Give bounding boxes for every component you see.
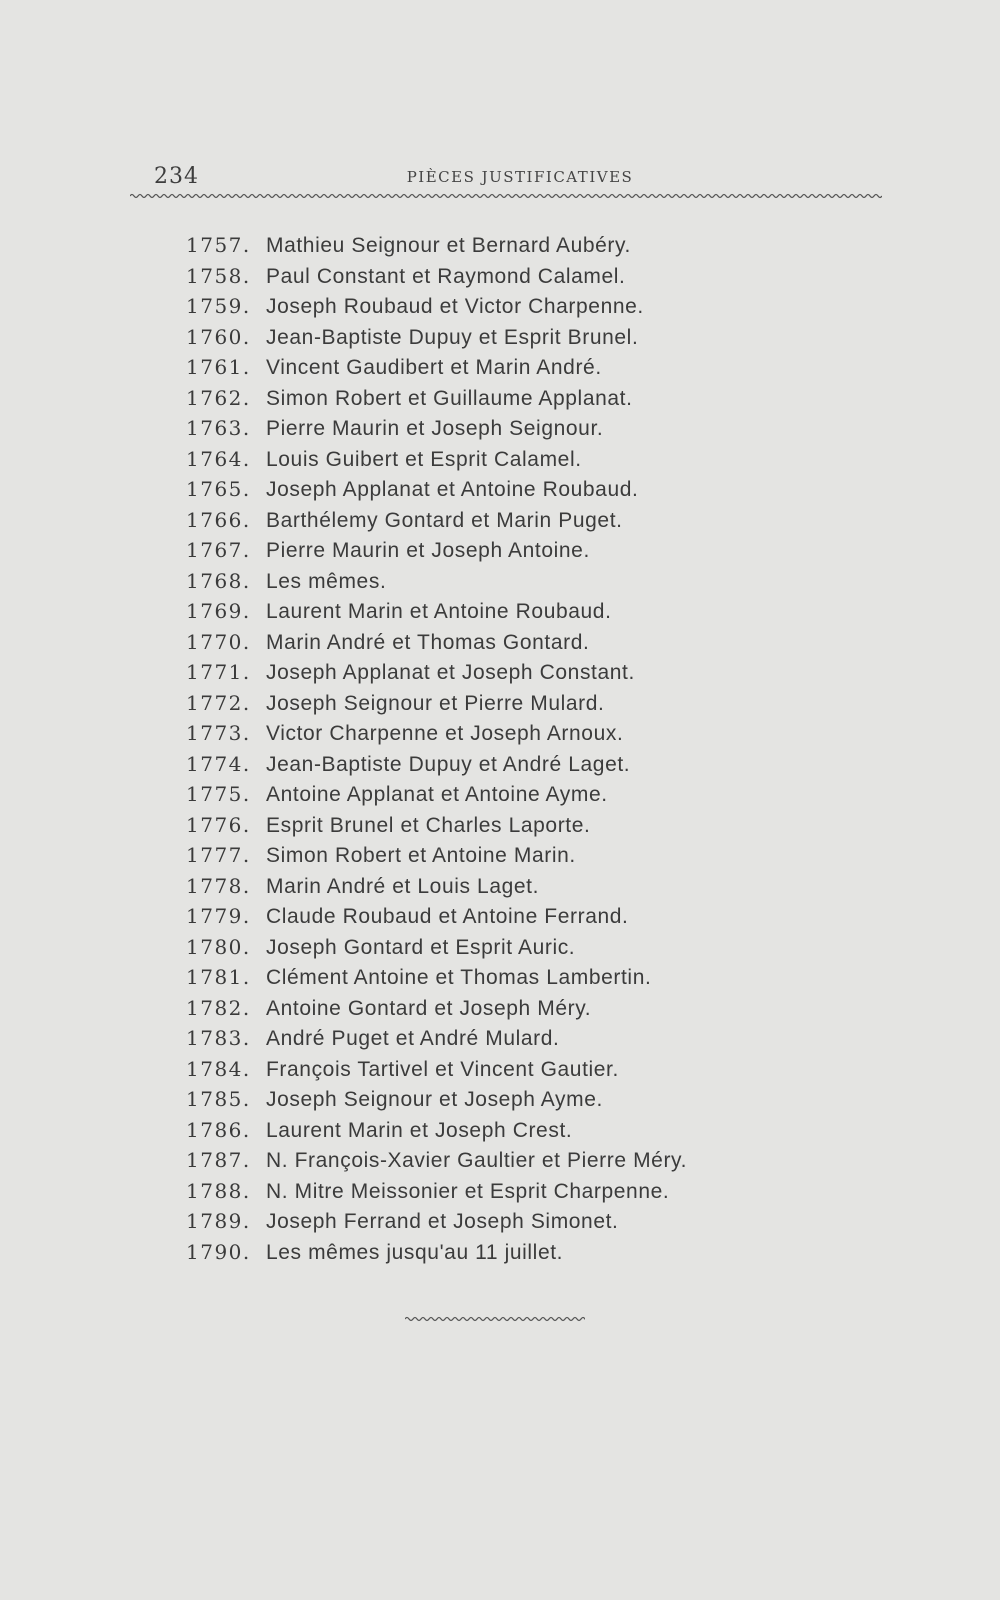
entry-year: 1775. <box>186 782 251 806</box>
entry-names: Mathieu Seignour et Bernard Aubéry. <box>266 234 631 257</box>
entry-year: 1760. <box>186 324 251 349</box>
entry-names: Antoine Gontard et Joseph Méry. <box>266 996 592 1020</box>
list-item <box>186 538 746 569</box>
list-item <box>186 630 746 661</box>
entry-names: Jean-Baptiste Dupuy et Esprit Brunel. <box>266 325 639 349</box>
entry-year: 1789. <box>186 1209 251 1233</box>
entry-names: Barthélemy Gontard et Marin Puget. <box>266 508 623 532</box>
entry-year: 1776. <box>186 812 251 837</box>
list-item <box>186 569 746 600</box>
list-item <box>186 264 746 295</box>
entry-names: Joseph Seignour et Joseph Ayme. <box>266 1088 603 1111</box>
entry-names: Pierre Maurin et Joseph Antoine. <box>266 539 590 562</box>
entry-year: 1759. <box>186 294 251 318</box>
entry-names: Joseph Applanat et Joseph Constant. <box>266 661 635 684</box>
entry-names: Joseph Ferrand et Joseph Simonet. <box>266 1210 619 1233</box>
list-item <box>186 386 746 417</box>
entry-year: 1762. <box>186 385 251 410</box>
list-item <box>186 874 746 905</box>
entry-year: 1788. <box>186 1178 251 1203</box>
entry-year: 1781. <box>186 965 251 989</box>
entry-names: Joseph Seignour et Pierre Mulard. <box>266 691 605 715</box>
entry-year: 1786. <box>186 1117 251 1142</box>
entry-year: 1783. <box>186 1026 251 1050</box>
entry-names: Clément Antoine et Thomas Lambertin. <box>266 966 652 989</box>
end-wavy-rule <box>405 1315 585 1323</box>
entry-names: Antoine Applanat et Antoine Ayme. <box>266 783 608 806</box>
entry-year: 1782. <box>186 995 251 1020</box>
list-item <box>186 477 746 508</box>
entry-year: 1773. <box>186 721 251 745</box>
entry-year: 1761. <box>186 355 251 379</box>
list-item <box>186 416 746 447</box>
entry-names: Louis Guibert et Esprit Calamel. <box>266 447 582 471</box>
list-item <box>186 1209 746 1240</box>
list-item <box>186 233 746 264</box>
entry-names: Laurent Marin et Antoine Roubaud. <box>266 600 612 623</box>
entry-year: 1766. <box>186 507 251 532</box>
entry-names: André Puget et André Mulard. <box>266 1027 560 1050</box>
running-head: PIÈCES JUSTIFICATIVES <box>406 168 634 186</box>
entry-names: Simon Robert et Antoine Marin. <box>266 844 576 867</box>
list-item <box>186 752 746 783</box>
entry-year: 1763. <box>186 416 251 440</box>
entry-year: 1757. <box>186 233 251 257</box>
entry-year: 1778. <box>186 873 251 898</box>
entry-year: 1764. <box>186 446 251 471</box>
entry-year: 1771. <box>186 660 251 684</box>
list-item <box>186 721 746 752</box>
entry-year: 1769. <box>186 599 251 623</box>
list-item <box>186 843 746 874</box>
entry-year: 1774. <box>186 751 251 776</box>
entry-year: 1787. <box>186 1148 251 1172</box>
list-item <box>186 782 746 813</box>
entry-names: Les mêmes jusqu'au 11 juillet. <box>266 1240 564 1264</box>
entry-year: 1772. <box>186 690 251 715</box>
list-item <box>186 1087 746 1118</box>
list-item <box>186 965 746 996</box>
list-item <box>186 508 746 539</box>
entry-year: 1790. <box>186 1239 251 1264</box>
header-wavy-rule <box>130 192 882 200</box>
entry-names: N. Mitre Meissonier et Esprit Charpenne. <box>266 1179 670 1203</box>
entry-names: Les mêmes. <box>266 569 387 593</box>
list-item <box>186 904 746 935</box>
entry-year: 1784. <box>186 1056 251 1081</box>
page-header <box>130 158 882 198</box>
entry-names: Joseph Applanat et Antoine Roubaud. <box>266 478 639 501</box>
list-item <box>186 1148 746 1179</box>
entry-names: Marin André et Louis Laget. <box>266 874 540 898</box>
entry-list <box>186 233 746 1270</box>
entry-names: Joseph Gontard et Esprit Auric. <box>266 935 576 959</box>
entry-names: Paul Constant et Raymond Calamel. <box>266 264 626 288</box>
entry-year: 1765. <box>186 477 251 501</box>
entry-names: Marin André et Thomas Gontard. <box>266 630 590 654</box>
entry-year: 1777. <box>186 843 251 867</box>
list-item <box>186 813 746 844</box>
entry-names: Claude Roubaud et Antoine Ferrand. <box>266 905 629 928</box>
list-item <box>186 599 746 630</box>
list-item <box>186 447 746 478</box>
entry-names: Victor Charpenne et Joseph Arnoux. <box>266 722 624 745</box>
entry-names: Pierre Maurin et Joseph Seignour. <box>266 417 604 440</box>
list-item <box>186 1118 746 1149</box>
entry-names: François Tartivel et Vincent Gautier. <box>266 1057 619 1081</box>
entry-year: 1768. <box>186 568 251 593</box>
list-item <box>186 996 746 1027</box>
entry-names: Laurent Marin et Joseph Crest. <box>266 1118 573 1142</box>
list-item <box>186 1179 746 1210</box>
list-item <box>186 935 746 966</box>
entry-year: 1770. <box>186 629 251 654</box>
list-item <box>186 294 746 325</box>
entry-year: 1779. <box>186 904 251 928</box>
list-item <box>186 660 746 691</box>
entry-names: Vincent Gaudibert et Marin André. <box>266 356 602 379</box>
entry-names: Jean-Baptiste Dupuy et André Laget. <box>266 752 631 776</box>
page-number: 234 <box>154 164 199 189</box>
list-item <box>186 1026 746 1057</box>
entry-names: Esprit Brunel et Charles Laporte. <box>266 813 591 837</box>
list-item <box>186 355 746 386</box>
list-item <box>186 1240 746 1271</box>
entry-names: N. François-Xavier Gaultier et Pierre Méry. <box>266 1149 688 1172</box>
entry-year: 1767. <box>186 538 251 562</box>
entry-year: 1758. <box>186 263 251 288</box>
list-item <box>186 1057 746 1088</box>
entry-names: Simon Robert et Guillaume Applanat. <box>266 386 633 410</box>
list-item <box>186 325 746 356</box>
entry-year: 1780. <box>186 934 251 959</box>
entry-year: 1785. <box>186 1087 251 1111</box>
entry-names: Joseph Roubaud et Victor Charpenne. <box>266 295 644 318</box>
list-item <box>186 691 746 722</box>
